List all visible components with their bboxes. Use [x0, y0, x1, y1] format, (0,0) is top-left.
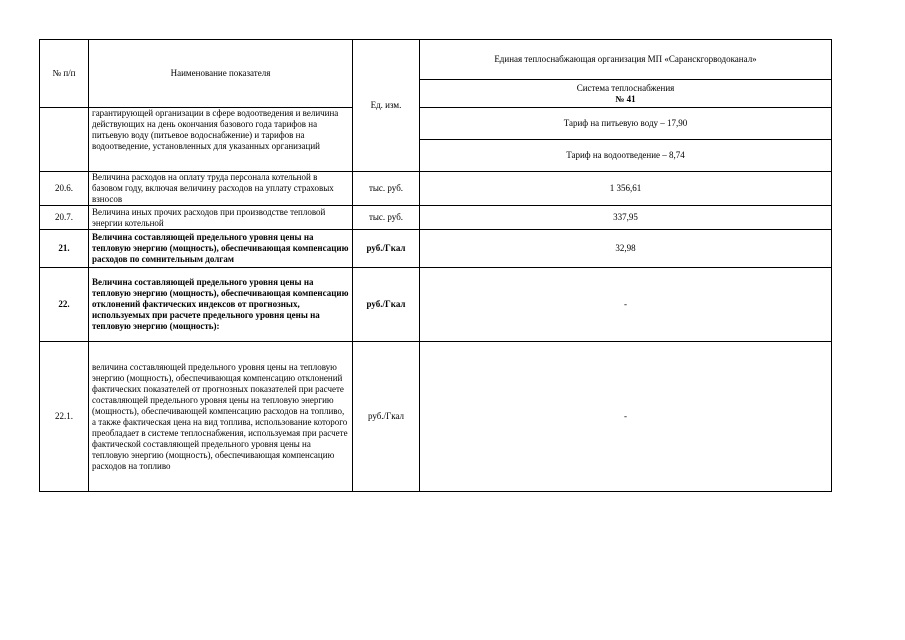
row-name: Величина составляющей предельного уровня цены на тепловую энергию (мощность), обеспечивающая компенсацию отклонений фактических индексов от прогнозных, используемых при расчете предельного уровня цены на тепловую энергию (мощность): [89, 268, 353, 342]
header-system [420, 80, 832, 108]
row-unit: руб./Гкал [353, 268, 420, 342]
row-num: 21. [40, 230, 89, 268]
row-unit: тыс. руб. [353, 172, 420, 206]
row-num: 20.7. [40, 206, 89, 230]
row-name: Величина иных прочих расходов при производстве тепловой энергии котельной [89, 206, 353, 230]
continued-row [40, 108, 832, 140]
header-unit: Ед. изм. [353, 40, 420, 172]
row-value: 337,95 [420, 206, 832, 230]
table-row [40, 268, 832, 342]
row-unit: руб./Гкал [353, 230, 420, 268]
row-value: - [420, 342, 832, 492]
table-row [40, 230, 832, 268]
row-name: Величина составляющей предельного уровня цены на тепловую энергию (мощность), обеспечивающая компенсацию расходов по сомнительным долгам [89, 230, 353, 268]
table-row [40, 342, 832, 492]
row-value: 32,98 [420, 230, 832, 268]
continued-text: гарантирующей организации в сфере водоотведения и величина действующих на день окончания базового года тарифов на питьевую воду (питьевое водоснабжение) и тарифов на водоотведение, установленных для указанных организаций [89, 108, 353, 172]
tariff-water: Тариф на питьевую воду – 17,90 [420, 108, 832, 140]
table-row [40, 206, 832, 230]
row-num: 22.1. [40, 342, 89, 492]
row-unit: тыс. руб. [353, 206, 420, 230]
tariff-sewage: Тариф на водоотведение – 8,74 [420, 140, 832, 172]
header-row [40, 40, 832, 80]
row-num: 22. [40, 268, 89, 342]
row-value: - [420, 268, 832, 342]
table-row [40, 172, 832, 206]
header-name: Наименование показателя [89, 40, 353, 108]
tariff-table [39, 39, 832, 492]
system-number: № 41 [615, 93, 636, 104]
row-value: 1 356,61 [420, 172, 832, 206]
continued-num [40, 108, 89, 172]
row-num: 20.6. [40, 172, 89, 206]
row-name: величина составляющей предельного уровня цены на тепловую энергию (мощность), обеспечивающая компенсацию отклонений фактических показателей от прогнозных показателей при расчете составляющей предельного уровня цены на тепловую энергию (мощность), обеспечивающей компенсацию расходов на топливо, а также фактическая цена на вид топлива, использование которого преобладает в системе теплоснабжения, используемая при расчете фактической составляющей предельного уровня цены на тепловую энергию (мощность), обеспечивающая компенсацию расходов на топливо [89, 342, 353, 492]
header-num: № п/п [40, 40, 89, 108]
system-title: Система теплоснабжения [576, 82, 675, 93]
row-name: Величина расходов на оплату труда персонала котельной в базовом году, включая величину расходов на уплату страховых взносов [89, 172, 353, 206]
header-org: Единая теплоснабжающая организация МП «Саранскгорводоканал» [420, 40, 832, 80]
row-unit: руб./Гкал [353, 342, 420, 492]
